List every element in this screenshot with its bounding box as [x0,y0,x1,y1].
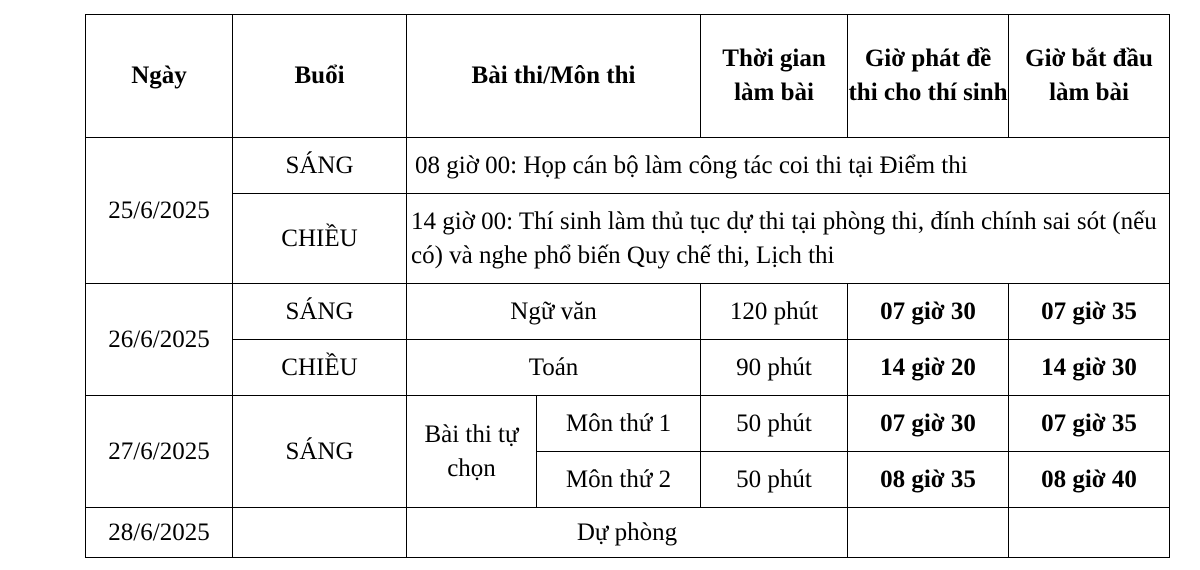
elective-group-cell: Bài thi tự chọn [407,396,537,508]
subject-cell: Ngữ văn [407,284,701,340]
table-row [86,138,1170,194]
table-row [86,194,1170,284]
subject-cell: Môn thứ 2 [537,452,701,508]
exam-schedule-table [85,14,1170,558]
distribution-time-cell: 07 giờ 30 [848,284,1009,340]
start-time-cell: 14 giờ 30 [1009,340,1170,396]
subject-cell: Dự phòng [407,508,848,558]
session-cell: CHIỀU [233,340,407,396]
start-time-cell [1009,508,1170,558]
note-cell: 08 giờ 00: Họp cán bộ làm công tác coi thi tại Điểm thi [407,138,1170,194]
subject-cell: Toán [407,340,701,396]
header-row [86,15,1170,138]
header-subject: Bài thi/Môn thi [407,15,701,138]
date-cell: 25/6/2025 [86,138,233,284]
table-row [86,396,1170,452]
header-start-time: Giờ bắt đầu làm bài [1009,15,1170,138]
header-date: Ngày [86,15,233,138]
duration-cell: 50 phút [701,396,848,452]
header-session: Buổi [233,15,407,138]
date-cell: 28/6/2025 [86,508,233,558]
duration-cell: 50 phút [701,452,848,508]
date-cell: 26/6/2025 [86,284,233,396]
session-cell: SÁNG [233,396,407,508]
table-row [86,508,1170,558]
session-cell: SÁNG [233,284,407,340]
start-time-cell: 07 giờ 35 [1009,396,1170,452]
distribution-time-cell: 07 giờ 30 [848,396,1009,452]
header-duration: Thời gian làm bài [701,15,848,138]
session-cell: CHIỀU [233,194,407,284]
session-cell [233,508,407,558]
start-time-cell: 08 giờ 40 [1009,452,1170,508]
subject-cell: Môn thứ 1 [537,396,701,452]
distribution-time-cell: 14 giờ 20 [848,340,1009,396]
distribution-time-cell [848,508,1009,558]
date-cell: 27/6/2025 [86,396,233,508]
duration-cell: 120 phút [701,284,848,340]
duration-cell: 90 phút [701,340,848,396]
session-cell: SÁNG [233,138,407,194]
header-distribution-time: Giờ phát đề thi cho thí sinh [848,15,1009,138]
table-row [86,284,1170,340]
table-row [86,340,1170,396]
distribution-time-cell: 08 giờ 35 [848,452,1009,508]
note-cell: 14 giờ 00: Thí sinh làm thủ tục dự thi tại phòng thi, đính chính sai sót (nếu có) và nghe phổ biến Quy chế thi, Lịch thi [407,194,1170,284]
start-time-cell: 07 giờ 35 [1009,284,1170,340]
